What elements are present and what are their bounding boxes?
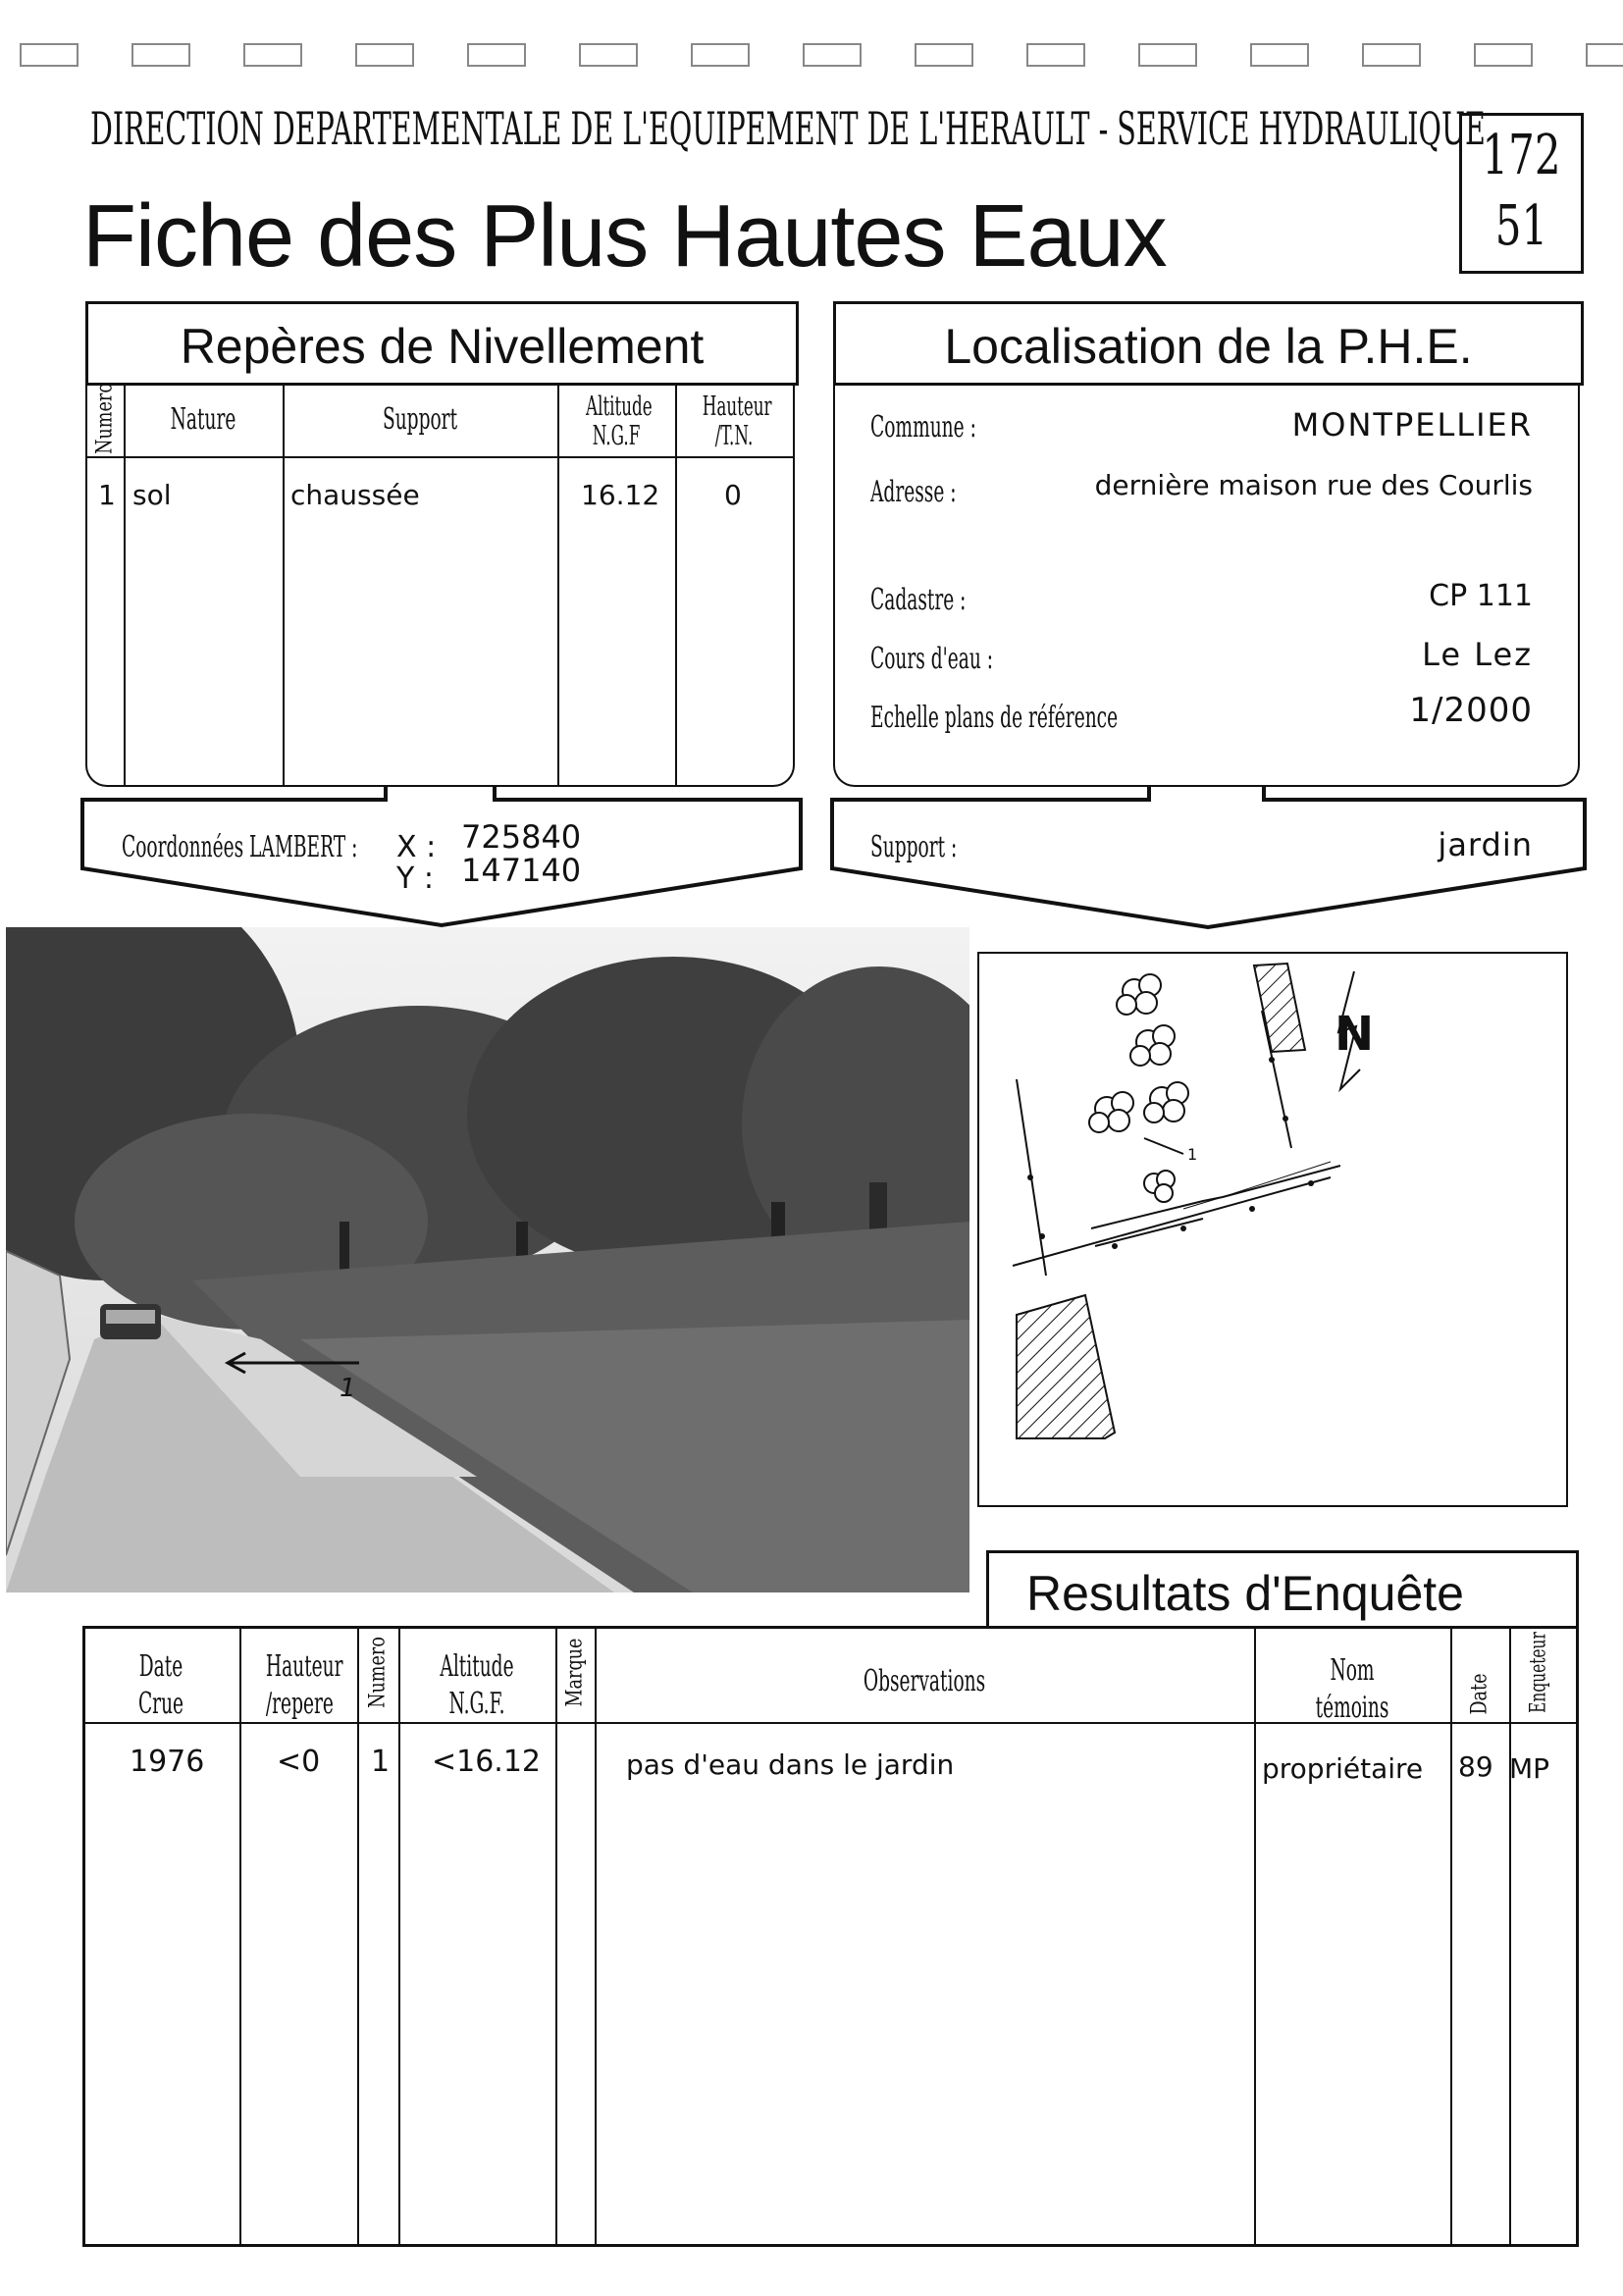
localisation-title-box bbox=[833, 301, 1584, 386]
page-title: Fiche des Plus Hautes Eaux bbox=[82, 187, 1167, 286]
resultats-row-observations: pas d'eau dans le jardin bbox=[626, 1748, 955, 1781]
adresse-label: Adresse : bbox=[870, 475, 957, 509]
reference-box bbox=[1459, 113, 1584, 274]
direction-heading: DIRECTION DEPARTEMENTALE DE L'EQUIPEMENT DE L'HERAULT - SERVICE HYDRAULIQUE bbox=[90, 102, 1486, 155]
lambert-y-value: 147140 bbox=[461, 852, 582, 889]
reperes-table bbox=[85, 384, 795, 787]
cours-value: Le Lez bbox=[1422, 636, 1533, 673]
echelle-label: Echelle plans de référence bbox=[870, 701, 1119, 735]
lambert-label: Coordonnées LAMBERT : bbox=[122, 830, 358, 864]
reperes-col-support: Support bbox=[382, 402, 458, 437]
reperes-col-numero: Numero bbox=[92, 383, 118, 454]
localisation-title: Localisation de la P.H.E. bbox=[944, 319, 1473, 374]
photo-marker-label: 1 bbox=[340, 1374, 356, 1403]
reperes-row-altitude: 16.12 bbox=[581, 479, 660, 511]
adresse-value: dernière maison rue des Courlis bbox=[1094, 469, 1533, 501]
resultats-col-nom: Nom témoins bbox=[1315, 1653, 1389, 1725]
reperes-row-numero: 1 bbox=[98, 479, 116, 511]
reperes-row-nature: sol bbox=[132, 479, 172, 511]
lambert-x-label: X : bbox=[396, 830, 437, 864]
echelle-value: 1/2000 bbox=[1409, 691, 1533, 730]
commune-value: MONTPELLIER bbox=[1291, 406, 1533, 444]
resultats-col-observations: Observations bbox=[863, 1664, 986, 1698]
site-plan bbox=[977, 952, 1568, 1507]
resultats-col-altitude: Altitude N.G.F. bbox=[440, 1649, 514, 1721]
reperes-col-hauteur: Hauteur /T.N. bbox=[702, 391, 772, 451]
resultats-col-marque: Marque bbox=[562, 1638, 588, 1707]
reperes-title-box bbox=[85, 301, 799, 386]
resultats-row-altitude: <16.12 bbox=[432, 1745, 542, 1779]
reperes-row-hauteur: 0 bbox=[724, 479, 742, 511]
resultats-title: Resultats d'Enquête bbox=[1026, 1566, 1464, 1621]
resultats-col-date: Date bbox=[1467, 1673, 1492, 1715]
plan-marker-label: 1 bbox=[1187, 1145, 1198, 1164]
cadastre-label: Cadastre : bbox=[870, 583, 967, 617]
resultats-col-numero: Numero bbox=[365, 1637, 391, 1708]
resultats-row-numero: 1 bbox=[371, 1745, 391, 1779]
reference-number-top: 172 bbox=[1482, 124, 1561, 187]
resultats-row-date: 89 bbox=[1458, 1750, 1493, 1783]
resultats-row-nom: propriétaire bbox=[1262, 1752, 1424, 1785]
cadastre-value: CP 111 bbox=[1429, 579, 1533, 613]
reperes-col-altitude: Altitude N.G.F bbox=[586, 391, 653, 451]
resultats-title-box bbox=[986, 1550, 1579, 1629]
resultats-col-date-crue: Date Crue bbox=[137, 1649, 184, 1721]
reperes-title: Repères de Nivellement bbox=[180, 319, 705, 374]
resultats-col-enqueteur: Enqueteur bbox=[1526, 1632, 1551, 1713]
reperes-col-nature: Nature bbox=[170, 402, 236, 437]
support-label: Support : bbox=[870, 830, 958, 864]
site-photo bbox=[6, 927, 969, 1592]
lambert-x-value: 725840 bbox=[461, 818, 582, 856]
binding-holes bbox=[0, 43, 1623, 75]
resultats-row-enqueteur: MP bbox=[1509, 1752, 1550, 1785]
support-value: jardin bbox=[1438, 826, 1533, 863]
north-indicator: N bbox=[1335, 1007, 1375, 1062]
resultats-row-date-crue: 1976 bbox=[130, 1745, 205, 1779]
commune-label: Commune : bbox=[870, 410, 976, 444]
reference-number-bottom: 51 bbox=[1494, 194, 1548, 258]
resultats-col-hauteur: Hauteur /repere bbox=[265, 1649, 343, 1721]
resultats-row-hauteur: <0 bbox=[277, 1745, 321, 1779]
lambert-y-label: Y : bbox=[396, 861, 434, 896]
reperes-row-support: chaussée bbox=[290, 479, 420, 511]
cours-label: Cours d'eau : bbox=[870, 642, 994, 676]
